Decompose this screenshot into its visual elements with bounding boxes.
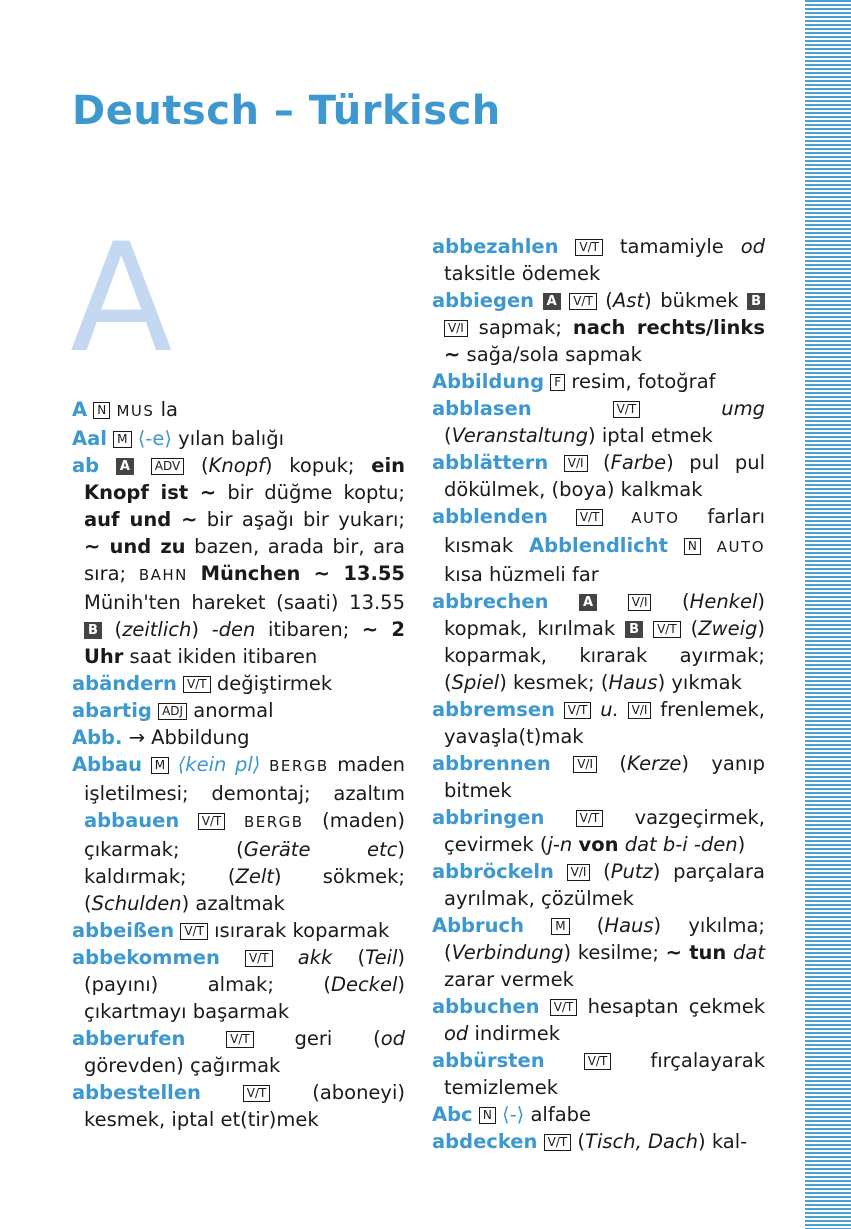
headword: abbauen (84, 809, 180, 832)
label-italic: akk (297, 946, 333, 969)
text: ) sökmek; ( (84, 865, 405, 915)
text: ) (737, 833, 746, 856)
domain-label: MUS (116, 402, 155, 420)
label-italic: -den (211, 618, 256, 641)
grammar-tag: N (479, 1107, 496, 1124)
text: vazgeçirmek, çevirmek ( (444, 806, 765, 856)
dictionary-entry (432, 503, 765, 588)
phrase-bold: ~ und zu (84, 535, 186, 558)
label-italic: Ast (612, 289, 645, 312)
text: ( (587, 451, 611, 474)
text (524, 914, 551, 937)
text: ( (596, 289, 613, 312)
text (179, 809, 198, 832)
text (545, 1049, 584, 1072)
text: farları kısmak (444, 505, 765, 557)
grammar-tag: V/T (584, 1053, 612, 1070)
sense-number: A (116, 458, 134, 475)
dictionary-entry (432, 1047, 765, 1101)
label-italic: Putz (610, 860, 653, 883)
text (273, 946, 298, 969)
dictionary-entry (432, 395, 765, 449)
grammar-tag: V/T (198, 813, 226, 830)
dictionary-entry (432, 588, 765, 696)
grammar-tag: V/I (573, 756, 597, 773)
headword: Abblendlicht (529, 534, 668, 557)
text: ( (569, 914, 605, 937)
phrase-bold: auf und ~ (84, 508, 198, 531)
headword: abdecken (432, 1130, 538, 1153)
text (561, 289, 570, 312)
label-italic: j-n (547, 833, 573, 856)
label-italic: umg (721, 397, 765, 420)
headword: abblättern (432, 451, 549, 474)
text: ) çıkartmayı başarmak (84, 973, 405, 1023)
text: tamamiyle (602, 235, 741, 258)
text (225, 809, 244, 832)
text: ) kaldırmak; ( (84, 838, 405, 888)
dictionary-entry (72, 697, 405, 724)
headword: abändern (72, 672, 177, 695)
text: ( (571, 1130, 586, 1153)
grammar-tag: V/T (613, 401, 641, 418)
grammar-tag: V/I (444, 320, 468, 337)
headword: abbeißen (72, 919, 175, 942)
text: itibaren; (255, 618, 362, 641)
headword: abbuchen (432, 995, 540, 1018)
text (619, 698, 628, 721)
text (544, 806, 575, 829)
grammar-tag: V/T (245, 950, 273, 967)
label-italic: Spiel (451, 671, 500, 694)
text: ) kal- (698, 1130, 748, 1153)
text: ( (101, 618, 123, 641)
sense-number: B (747, 293, 765, 310)
text: anormal (187, 699, 274, 722)
headword: abbröckeln (432, 860, 554, 883)
label-italic: dat (733, 941, 766, 964)
text: saat ikiden itibaren (123, 645, 318, 668)
text: ) kopuk; (264, 454, 372, 477)
plural-form: ⟨-⟩ (502, 1103, 525, 1126)
text (220, 946, 245, 969)
grammar-tag: V/I (628, 702, 652, 719)
dictionary-entry (72, 1079, 405, 1133)
grammar-tag: V/T (183, 676, 211, 693)
phrase-bold: ein Knopf ist ~ (84, 454, 406, 504)
text: bir düğme koptu; (216, 481, 405, 504)
label-italic: Deckel (330, 973, 398, 996)
page-title: Deutsch – Türkisch (72, 88, 501, 134)
grammar-tag: V/T (226, 1031, 254, 1048)
dictionary-entry (432, 696, 765, 750)
phrase-bold: ~ 2 Uhr (84, 618, 405, 668)
text: ) (payını) almak; ( (84, 946, 406, 996)
text: ( (651, 590, 690, 613)
text (603, 505, 631, 528)
label-italic: Henkel (689, 590, 758, 613)
text (134, 454, 151, 477)
text (532, 397, 613, 420)
dictionary-entry (432, 449, 765, 503)
text: taksitle ödemek (444, 262, 601, 285)
headword: Abbruch (432, 914, 524, 937)
text: ) yıkmak (657, 671, 742, 694)
text (555, 698, 564, 721)
text: indirmek (468, 1022, 561, 1045)
grammar-tag: M (551, 918, 569, 935)
text: alfabe (524, 1103, 592, 1126)
dictionary-entry (72, 944, 405, 1025)
text (554, 860, 567, 883)
headword: Abbau (72, 753, 143, 776)
label-italic: Knopf (208, 454, 265, 477)
sense-number: B (625, 621, 643, 638)
headword: abblenden (432, 505, 548, 528)
label-italic: u. (600, 698, 619, 721)
plural-note: ⟨kein pl⟩ (177, 753, 261, 776)
label-italic: Haus (608, 671, 658, 694)
text: hesaptan çekmek (577, 995, 765, 1018)
headword: A (72, 398, 88, 421)
sense-number: A (543, 293, 561, 310)
section-letter: A (70, 212, 173, 386)
text: ) kopmak, kırılmak (444, 590, 766, 640)
text: ) (191, 618, 212, 641)
grammar-tag: V/T (180, 923, 208, 940)
label-italic: dat b-i -den (624, 833, 738, 856)
text: bazen, arada bir, ara sıra; (84, 535, 405, 585)
edge-stripe (805, 0, 851, 1229)
text (534, 289, 543, 312)
dictionary-entry (72, 452, 405, 670)
text: ) pul pul dökülmek, (boya) kalkmak (444, 451, 765, 501)
text (558, 235, 575, 258)
dictionary-entry (432, 750, 765, 804)
headword: abbiegen (432, 289, 535, 312)
text: frenlemek, yavaşla(t)mak (444, 698, 765, 748)
dictionary-entry (72, 396, 405, 425)
dictionary-entry (72, 425, 405, 452)
text (701, 534, 717, 557)
label-italic: zeitlich (122, 618, 192, 641)
headword: abartig (72, 699, 152, 722)
label-italic: Verbindung (451, 941, 564, 964)
text: ) iptal etmek (588, 424, 713, 447)
label-italic: Kerze (627, 752, 682, 775)
grammar-tag: V/T (569, 293, 597, 310)
grammar-tag: N (684, 538, 701, 555)
grammar-tag: ADV (151, 458, 184, 475)
grammar-tag: V/T (544, 1134, 572, 1151)
headword: Abbildung (432, 370, 545, 393)
headword: abbringen (432, 806, 545, 829)
text (548, 590, 579, 613)
headword: ab (72, 454, 100, 477)
grammar-tag: V/I (564, 455, 588, 472)
text (591, 698, 600, 721)
text: → Abbildung (122, 726, 250, 749)
dictionary-column-right (432, 233, 765, 1155)
text: görevden) çağırmak (84, 1054, 281, 1077)
phrase-bold: München ~ 13.55 (200, 562, 406, 585)
text: Münih'ten hareket (saati) 13.55 (84, 591, 405, 614)
grammar-tag: M (113, 431, 131, 448)
dictionary-entry (432, 912, 765, 993)
headword: abbrechen (432, 590, 549, 613)
text: zarar vermek (444, 968, 574, 991)
dictionary-entry (72, 724, 405, 751)
sense-number: B (84, 622, 102, 639)
text: ) parçalara ayrılmak, çözülmek (444, 860, 765, 910)
dictionary-entry (432, 858, 765, 912)
grammar-tag: V/T (576, 509, 604, 526)
dictionary-column-left (72, 396, 405, 1133)
dictionary-entry (72, 917, 405, 944)
text (540, 995, 550, 1018)
label-italic: Veranstaltung (451, 424, 589, 447)
text: sağa/sola sapmak (460, 343, 642, 366)
text: ısırarak koparmak (207, 919, 390, 942)
text (201, 1081, 243, 1104)
headword: abbestellen (72, 1081, 201, 1104)
text: ) azaltmak (181, 892, 285, 915)
dictionary-entry (72, 751, 405, 917)
text (551, 752, 573, 775)
text: fırçalayarak temizlemek (444, 1049, 765, 1099)
text (260, 753, 269, 776)
label-italic: Zweig (698, 617, 758, 640)
domain-label: BERGB (243, 813, 304, 831)
dictionary-entry (432, 287, 765, 368)
domain-label: BERGB (269, 757, 329, 775)
label-italic: Farbe (610, 451, 667, 474)
headword: abbremsen (432, 698, 555, 721)
label-italic: Haus (604, 914, 654, 937)
headword: abberufen (72, 1027, 186, 1050)
headword: abblasen (432, 397, 532, 420)
text: ( (680, 617, 699, 640)
label-italic: od (380, 1027, 405, 1050)
grammar-tag: V/I (628, 594, 652, 611)
text (142, 753, 151, 776)
sense-number: A (579, 594, 597, 611)
headword: abbrennen (432, 752, 551, 775)
text (548, 451, 563, 474)
grammar-tag: V/T (575, 239, 603, 256)
headword: abbürsten (432, 1049, 545, 1072)
grammar-tag: N (93, 402, 110, 419)
text: değiştirmek (210, 672, 333, 695)
label-italic: Teil (365, 946, 398, 969)
text: resim, fotoğraf (565, 370, 716, 393)
dictionary-entry (432, 1101, 765, 1128)
grammar-tag: V/T (243, 1085, 271, 1102)
text: maden işletilmesi; demontaj; azaltım (84, 753, 405, 805)
text: (maden) çıkarmak; ( (84, 809, 406, 861)
grammar-tag: V/T (550, 999, 578, 1016)
text: ) koparmak, kırarak ayırmak; ( (444, 617, 765, 694)
text: ) yanıp bitmek (444, 752, 766, 802)
phrase-bold: von (578, 833, 619, 856)
text: bir aşağı bir yukarı; (197, 508, 405, 531)
text: ) kesilme; (563, 941, 666, 964)
grammar-tag: ADJ (158, 703, 187, 720)
text (188, 562, 201, 585)
text: la (154, 398, 179, 421)
headword: Abc (432, 1103, 473, 1126)
text: ) yıkılma; ( (444, 914, 765, 964)
text: ( (332, 946, 366, 969)
label-italic: Geräte etc (243, 838, 398, 861)
text: geri ( (253, 1027, 381, 1050)
phrase-bold: ~ tun (665, 941, 727, 964)
text (99, 454, 116, 477)
text: ) bükmek (644, 289, 748, 312)
headword: Abb. (72, 726, 123, 749)
grammar-tag: V/I (567, 864, 591, 881)
dictionary-entry (432, 233, 765, 287)
grammar-tag: V/T (564, 702, 592, 719)
dictionary-entry (72, 1025, 405, 1079)
dictionary-entry (72, 670, 405, 697)
grammar-tag: F (550, 374, 565, 391)
label-italic: Schulden (91, 892, 182, 915)
text: yılan balığı (171, 427, 284, 450)
text (548, 505, 576, 528)
label-italic: Zelt (235, 865, 274, 888)
text: ( (590, 860, 611, 883)
text (640, 397, 721, 420)
text (643, 617, 653, 640)
grammar-tag: V/T (576, 810, 604, 827)
text: (aboneyi) kesmek, iptal et(tir)mek (84, 1081, 405, 1131)
domain-label: AUTO (631, 509, 680, 527)
plural-form: ⟨-e⟩ (137, 427, 172, 450)
dictionary-entry (432, 368, 765, 395)
domain-label: AUTO (716, 538, 766, 556)
text (668, 534, 684, 557)
text: ( (444, 424, 452, 447)
domain-label: BAHN (138, 566, 188, 584)
headword: abbezahlen (432, 235, 559, 258)
label-italic: od (444, 1022, 469, 1045)
dictionary-entry (432, 804, 765, 858)
label-italic: od (740, 235, 765, 258)
phrase-bold: nach rechts/links ~ (444, 316, 765, 366)
text (185, 1027, 226, 1050)
text: ( (184, 454, 209, 477)
text: sapmak; (467, 316, 573, 339)
dictionary-entry (432, 1128, 765, 1155)
text: ( (597, 752, 628, 775)
headword: abbekommen (72, 946, 220, 969)
text: ) kesmek; ( (499, 671, 609, 694)
text (597, 590, 628, 613)
text (169, 753, 178, 776)
headword: Aal (72, 427, 107, 450)
grammar-tag: V/T (653, 621, 681, 638)
dictionary-entry (432, 993, 765, 1047)
label-italic: Tisch, Dach (585, 1130, 699, 1153)
grammar-tag: M (151, 757, 169, 774)
text: kısa hüzmeli far (444, 563, 599, 586)
